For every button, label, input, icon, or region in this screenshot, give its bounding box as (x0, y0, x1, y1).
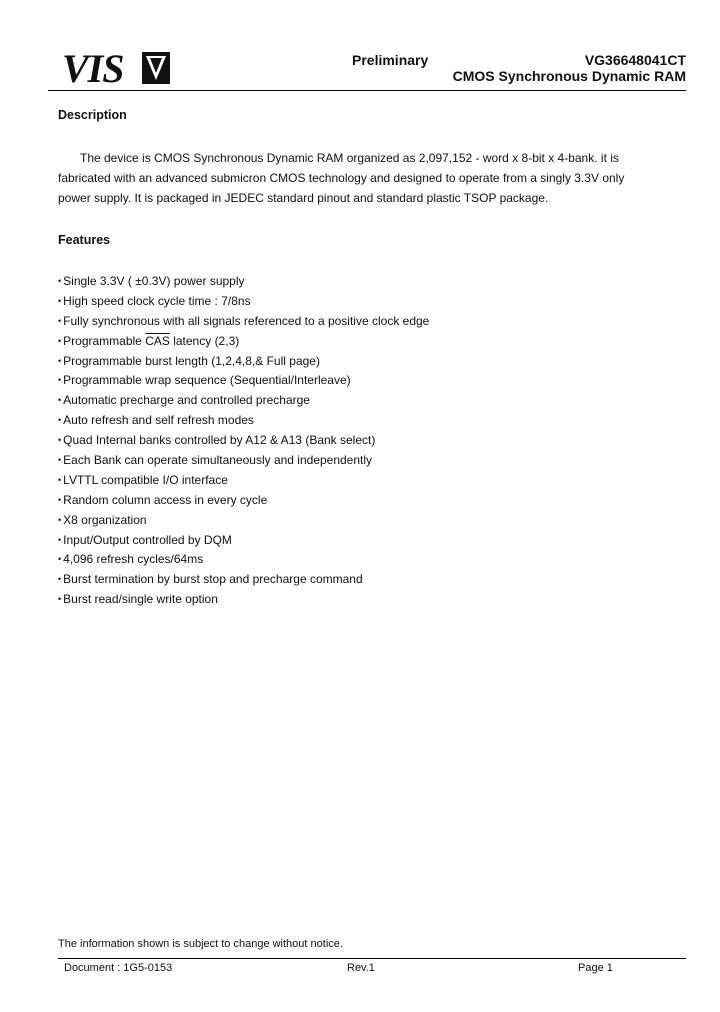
preliminary-label: Preliminary (352, 52, 429, 68)
feature-item: • Burst read/single write option (58, 590, 429, 610)
cas-overline: $\overline{CAS}$ (145, 333, 170, 348)
feature-item-prefix: Programmable (63, 333, 146, 348)
header-divider (48, 90, 686, 91)
document-number: Document : 1G5-0153 (64, 962, 173, 974)
feature-item: • 4,096 refresh cycles/64ms (58, 550, 429, 570)
feature-item: • Fully synchronous with all signals referenced to a positive clock edge (58, 312, 429, 332)
feature-item: • LVTTL compatible I/O interface (58, 471, 429, 491)
feature-item: • Single 3.3V ( ±0.3V) power supply (58, 272, 429, 292)
feature-item: • Burst termination by burst stop and precharge command (58, 570, 429, 590)
description-line: power supply. It is packaged in JEDEC standard pinout and standard plastic TSOP package. (58, 191, 549, 205)
change-notice: The information shown is subject to change without notice. (58, 938, 343, 950)
features-heading: Features (58, 233, 111, 247)
feature-item: • Programmable wrap sequence (Sequential/Interleave) (58, 371, 429, 391)
feature-item: • Each Bank can operate simultaneously and independently (58, 451, 429, 471)
feature-item-suffix: latency (2,3) (169, 333, 240, 348)
feature-item (58, 332, 429, 352)
svg-text:VIS: VIS (62, 46, 124, 88)
visv-logo (60, 46, 172, 88)
feature-item: • Programmable burst length (1,2,4,8,& Full page) (58, 352, 429, 372)
footer-divider (58, 958, 686, 959)
feature-item: • High speed clock cycle time : 7/8ns (58, 292, 429, 312)
feature-item: • X8 organization (58, 511, 429, 531)
description-line: The device is CMOS Synchronous Dynamic RAM organized as 2,097,152 - word x 8-bit x 4-bank. it is (80, 151, 619, 165)
product-title: CMOS Synchronous Dynamic RAM (452, 68, 686, 84)
revision-label: Rev.1 (347, 962, 375, 974)
feature-item: • Auto refresh and self refresh modes (58, 411, 429, 431)
feature-item: • Input/Output controlled by DQM (58, 531, 429, 551)
description-text (58, 148, 625, 208)
feature-item: • Automatic precharge and controlled precharge (58, 391, 429, 411)
feature-item: • Quad Internal banks controlled by A12 & A13 (Bank select) (58, 431, 429, 451)
description-heading: Description (58, 108, 127, 122)
feature-item: • Random column access in every cycle (58, 491, 429, 511)
features-list (58, 272, 429, 610)
page-number: Page 1 (578, 962, 613, 974)
description-line: fabricated with an advanced submicron CMOS technology and designed to operate from a singly 3.3V only (58, 171, 625, 185)
part-number: VG36648041CT (584, 52, 686, 68)
